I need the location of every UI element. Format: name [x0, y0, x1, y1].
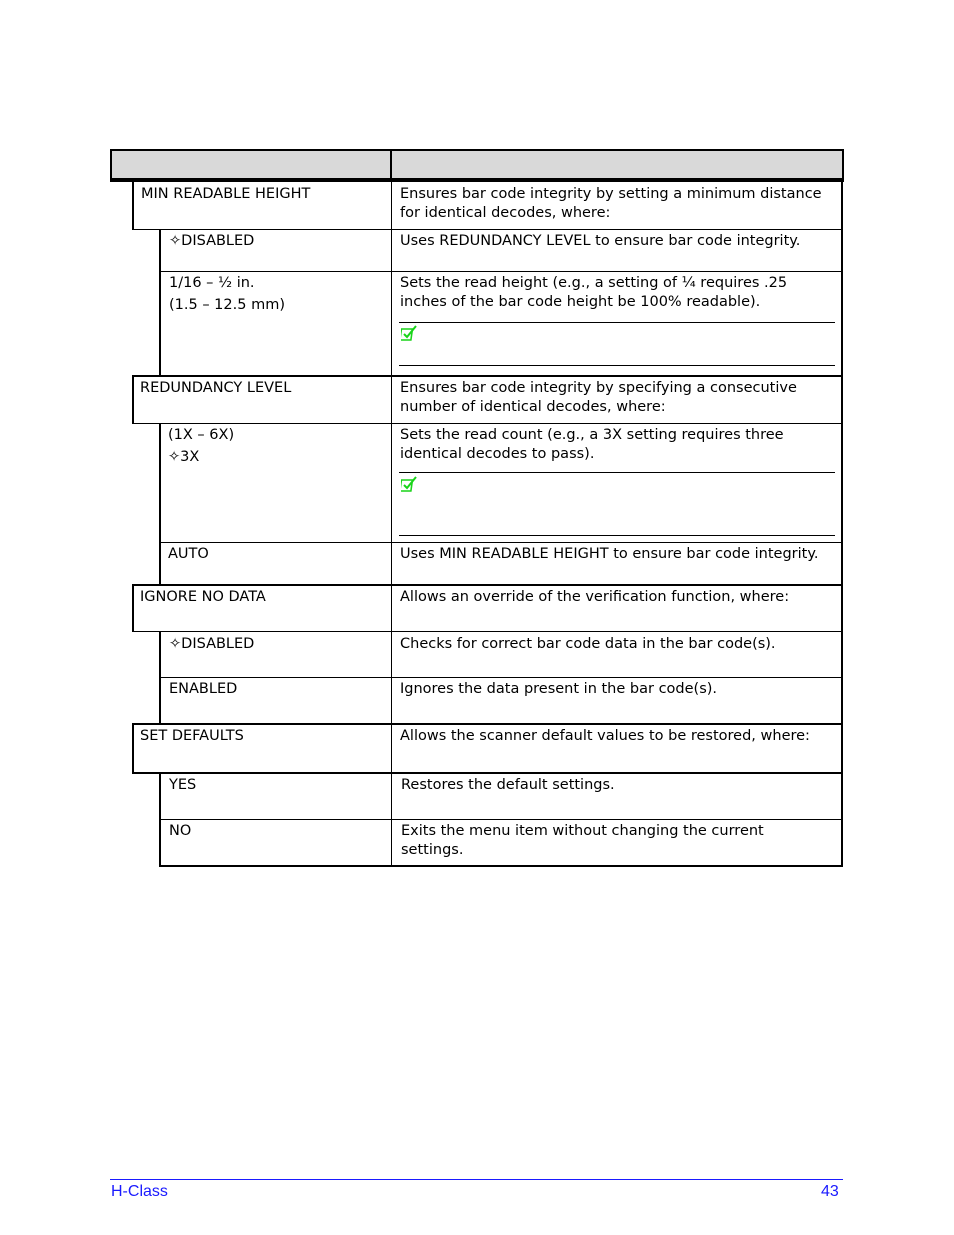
desc-ignore-no-data: Allows an override of the verification function, where: [400, 589, 790, 605]
desc-redundancy-level: Ensures bar code integrity by specifying a consecutive number of identical decodes, where: [400, 380, 797, 415]
header-divider [390, 149, 392, 180]
param-redundancy-level: REDUNDANCY LEVEL [140, 380, 292, 396]
desc-auto: Uses MIN READABLE HEIGHT to ensure bar code integrity. [400, 546, 819, 562]
param-ignore-disabled: ✧DISABLED [169, 636, 255, 652]
desc-no: Exits the menu item without changing the current settings. [401, 823, 764, 858]
param-height-range: 1/16 – ½ in. [169, 275, 255, 291]
footer-product-name: H-Class [111, 1183, 168, 1200]
note-rule-top [399, 322, 835, 323]
param-disabled: ✧DISABLED [169, 233, 255, 249]
desc-yes: Restores the default settings. [401, 777, 615, 793]
desc-ignore-disabled: Checks for correct bar code data in the bar code(s). [400, 636, 776, 652]
note-rule-top [399, 472, 835, 473]
desc-set-defaults: Allows the scanner default values to be restored, where: [400, 728, 810, 744]
note-rule-bottom [399, 365, 835, 366]
param-enabled: ENABLED [169, 681, 238, 697]
param-min-readable-height: MIN READABLE HEIGHT [141, 186, 311, 202]
table-header [110, 149, 844, 180]
param-yes: YES [169, 777, 197, 793]
param-auto: AUTO [168, 546, 209, 562]
checkmark-note-icon [401, 325, 417, 341]
page-number: 43 [821, 1183, 839, 1200]
param-set-defaults: SET DEFAULTS [140, 728, 244, 744]
footer-rule [110, 1179, 843, 1180]
desc-min-readable-height: Ensures bar code integrity by setting a minimum distance for identical decodes, where: [400, 186, 822, 221]
checkmark-note-icon [401, 476, 417, 492]
note-rule-bottom [399, 535, 835, 536]
header-bottom-rule [110, 180, 844, 182]
desc-enabled: Ignores the data present in the bar code(s). [400, 681, 718, 697]
desc-disabled: Uses REDUNDANCY LEVEL to ensure bar code integrity. [400, 233, 801, 249]
param-count-range: (1X – 6X) [168, 427, 235, 443]
param-ignore-no-data: IGNORE NO DATA [140, 589, 266, 605]
desc-count-range: Sets the read count (e.g., a 3X setting requires three identical decodes to pass). [400, 427, 784, 462]
desc-height-range: Sets the read height (e.g., a setting of ¼ requires .25 inches of the bar code height be 100% readable). [400, 275, 788, 310]
param-no: NO [169, 823, 192, 839]
param-height-range-mm: (1.5 – 12.5 mm) [169, 297, 285, 313]
param-count-default: ✧3X [168, 449, 200, 465]
